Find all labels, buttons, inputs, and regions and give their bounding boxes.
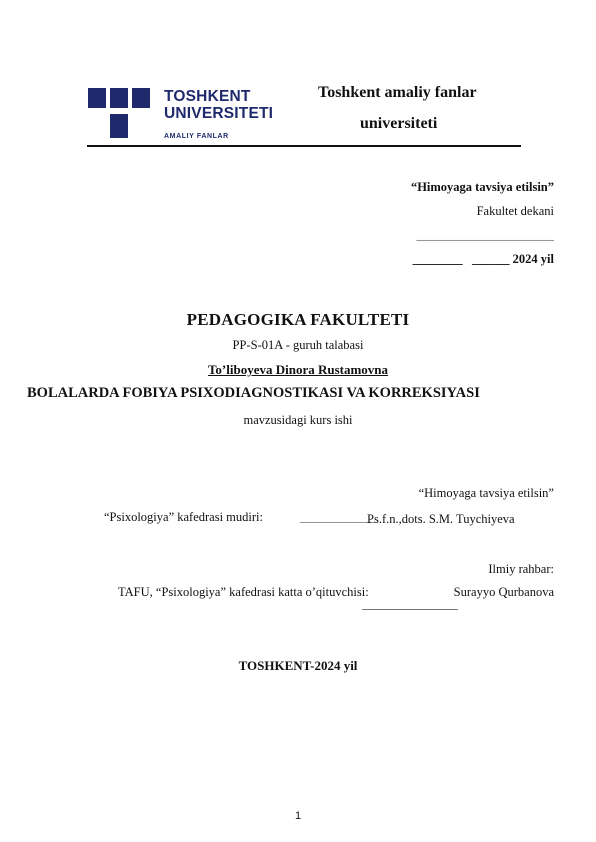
date-blank-1: ________ bbox=[412, 252, 463, 266]
department-blank: ____________ bbox=[300, 510, 375, 524]
supervisor-name: Surayyo Qurbanova bbox=[453, 585, 554, 599]
supervisor-role: TAFU, “Psixologiya” kafedrasi katta o’qituvchisi: bbox=[118, 585, 369, 599]
dean-date-line bbox=[413, 252, 554, 267]
university-logo bbox=[88, 88, 278, 142]
logo-grid-icon bbox=[88, 88, 152, 140]
department-approval-title: “Himoyaga tavsiya etilsin” bbox=[418, 486, 554, 500]
page-number: 1 bbox=[294, 810, 302, 822]
logo-line1: TOSHKENT bbox=[164, 88, 251, 105]
department-head-role: “Psixologiya” kafedrasi mudiri: bbox=[104, 510, 263, 524]
group-line: PP-S-01A - guruh talabasi bbox=[232, 338, 364, 352]
dean-approval-title: “Himoyaga tavsiya etilsin” bbox=[410, 180, 554, 194]
logo-text bbox=[164, 88, 273, 145]
city-year: TOSHKENT-2024 yil bbox=[238, 658, 358, 673]
header-divider bbox=[87, 145, 521, 147]
logo-line2: UNIVERSITETI bbox=[164, 105, 274, 122]
logo-line3: AMALIY FANLAR bbox=[164, 133, 229, 140]
university-name-line1: Toshkent amaliy fanlar bbox=[318, 84, 477, 101]
supervisor-label: Ilmiy rahbar: bbox=[488, 562, 554, 576]
date-year: 2024 yil bbox=[512, 252, 554, 266]
dean-signature-line: ______________________ bbox=[416, 228, 554, 242]
student-name: To’liboyeva Dinora Rustamovna bbox=[207, 362, 389, 377]
university-name-line2: universiteti bbox=[360, 115, 438, 132]
date-blank-2: ______ bbox=[472, 252, 510, 266]
topic-subtitle: mavzusidagi kurs ishi bbox=[243, 413, 353, 427]
dean-role: Fakultet dekani bbox=[476, 204, 554, 218]
topic-title: BOLALARDA FOBIYA PSIXODIAGNOSTIKASI VA KORREKSIYASI bbox=[27, 385, 480, 401]
faculty-title: PEDAGOGIKA FAKULTETI bbox=[186, 310, 410, 329]
department-head-name: Ps.f.n.,dots. S.M. Tuychiyeva bbox=[367, 512, 515, 526]
supervisor-signature-line bbox=[362, 609, 458, 610]
